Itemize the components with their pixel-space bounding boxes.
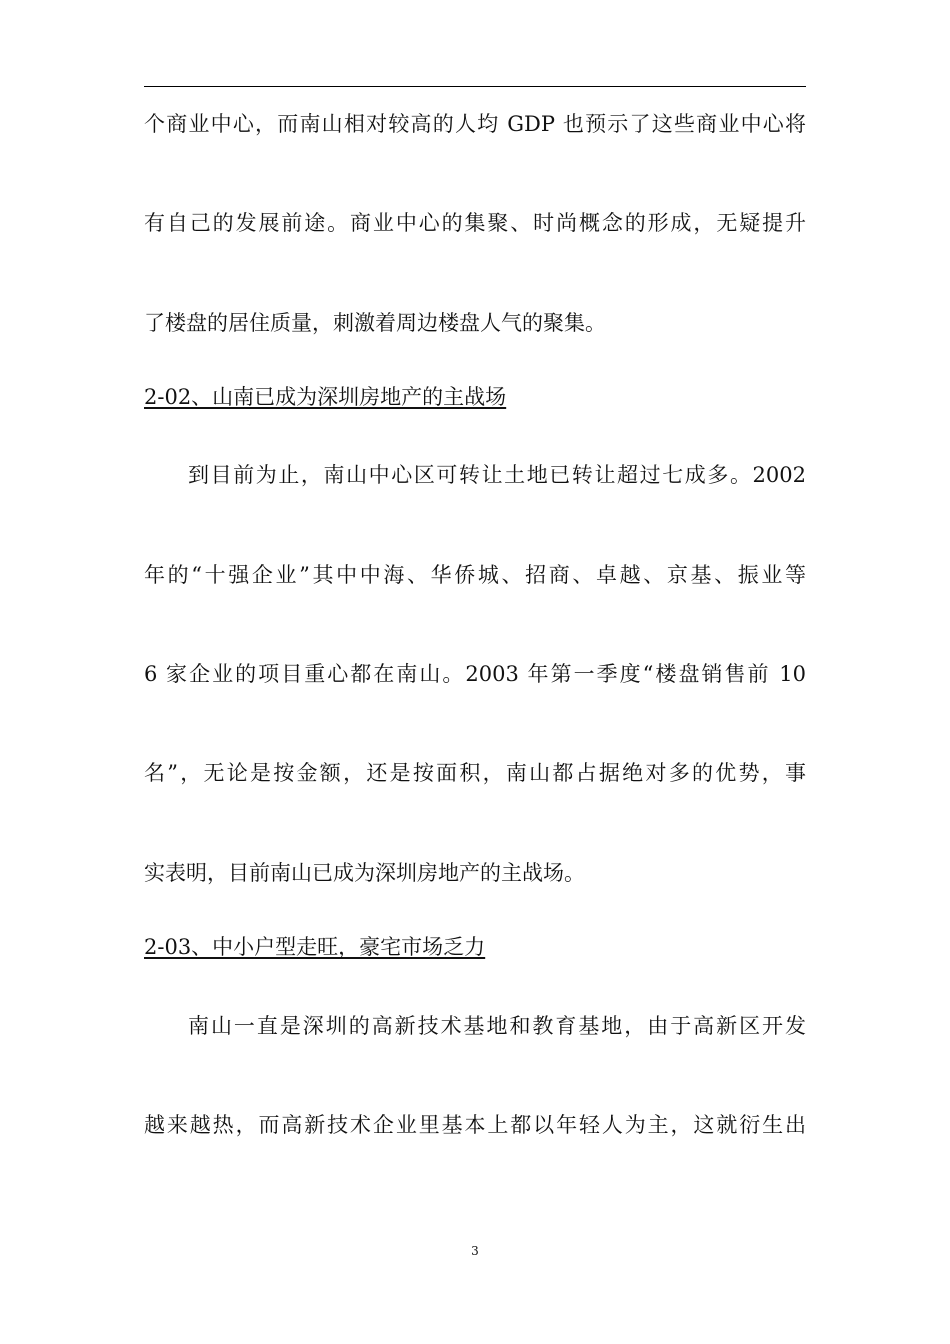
body-text-line: 了楼盘的居住质量，刺激着周边楼盘人气的聚集。 <box>144 311 606 335</box>
body-text-line: 个商业中心，而南山相对较高的人均 GDP 也预示了这些商业中心将 <box>144 112 806 136</box>
body-text-line: 到目前为止，南山中心区可转让土地已转让超过七成多。2002 <box>188 463 806 487</box>
section-heading-2-03: 2-03、中小户型走旺，豪宅市场乏力 <box>144 935 486 959</box>
header-rule <box>144 86 806 87</box>
body-text-line: 名”，无论是按金额，还是按面积，南山都占据绝对多的优势，事 <box>144 761 806 785</box>
page-number: 3 <box>471 1244 479 1258</box>
body-text-line: 有自己的发展前途。商业中心的集聚、时尚概念的形成，无疑提升 <box>144 211 806 235</box>
section-heading-2-02: 2-02、山南已成为深圳房地产的主战场 <box>144 385 507 409</box>
body-text-line: 实表明，目前南山已成为深圳房地产的主战场。 <box>144 861 585 885</box>
body-text-line: 越来越热，而高新技术企业里基本上都以年轻人为主，这就衍生出 <box>144 1113 806 1137</box>
body-text-line: 年的“十强企业”其中中海、华侨城、招商、卓越、京基、振业等 <box>144 563 806 587</box>
body-text-line: 6 家企业的项目重心都在南山。2003 年第一季度“楼盘销售前 10 <box>144 662 806 686</box>
body-text-line: 南山一直是深圳的高新技术基地和教育基地，由于高新区开发 <box>188 1014 806 1038</box>
